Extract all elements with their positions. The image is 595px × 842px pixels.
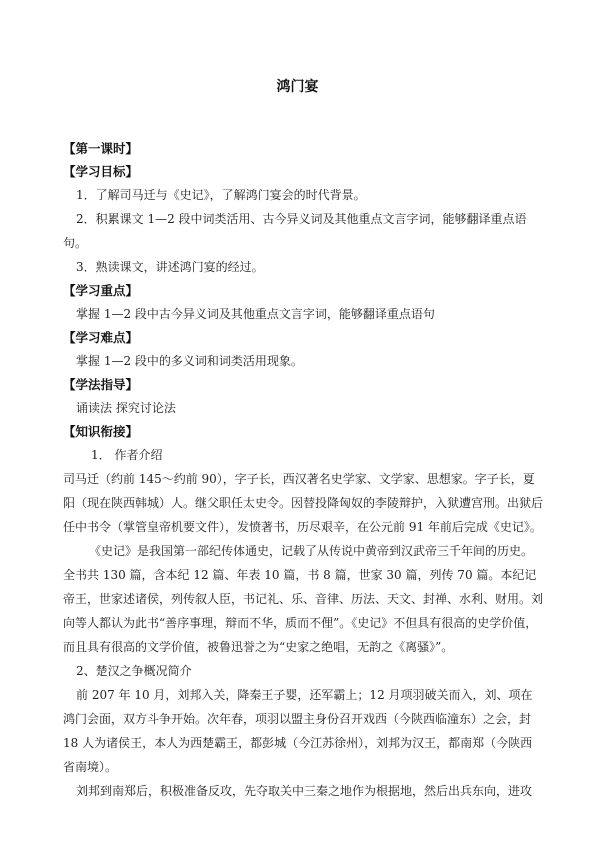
heading-key-points: 【学习重点】 (63, 283, 139, 298)
goal-item-1: 1．了解司马迁与《史记》，了解鸿门宴会的时代背景。 (76, 188, 366, 202)
goal-item-3: 3．熟读课文，讲述鸿门宴的经过。 (76, 260, 264, 274)
heading-difficulties: 【学习难点】 (63, 330, 139, 345)
war-paragraph-2: 刘邦到南郑后，积极准备反攻，先夺取关中三秦之地作为根据地，然后出兵东向，进攻 (76, 784, 533, 798)
page-title: 鸿门宴 (276, 79, 319, 95)
goal-item-2: 2．积累课文 1—2 段中词类活用、古今异义词及其他重点文言字词，能够翻译重点语句。 (63, 212, 527, 250)
heading-knowledge-link: 【知识衔接】 (63, 424, 139, 439)
author-paragraph: 司马迁（约前 145～约前 90），字子长，西汉著名史学家、文学家、思想家。字子长，夏阳（现在陕西韩城）人。继父职任太史令。因替投降匈奴的李陵辩护，入狱遭宫刑。出狱后任中书令（掌管皇帝机要文件），发愤著书，历尽艰辛，在公元前 91 年前后完成《史记》。 (63, 472, 544, 534)
war-heading: 2、楚汉之争概况简介 (76, 664, 192, 678)
war-paragraph-1: 前 207 年 10 月，刘邦入关，降秦王子婴，还军霸上；12 月项羽破关而入，刘、项在鸿门会面，双方斗争开始。次年春，项羽以盟主身份召开戏西（今陕西临潼东）之会，封 18 人为诸侯王，本人为西楚霸王，都彭城（今江苏徐州），刘邦为汉王，都南郑（今陕西省南境）。 (63, 688, 533, 774)
author-heading: 1． 作者介绍 (91, 448, 163, 462)
document-body (63, 137, 543, 803)
heading-first-lesson: 【第一课时】 (63, 141, 139, 156)
method-text: 诵读法 探究讨论法 (76, 401, 176, 415)
shiji-paragraph: 《史记》是我国第一部纪传体通史，记载了从传说中黄帝到汉武帝三千年间的历史。全书共 130 篇，含本纪 12 篇、年表 10 篇，书 8 篇，世家 30 篇，列传 70 篇。本纪记帝王，世家述诸侯，列传叙人臣，书记礼、乐、音律、历法、天文、封禅、水利、财用。刘向等人都认为此书“善序事理，辩而不华，质而不俚”。《史记》不但具有很高的史学价值，而且具有很高的文学价值，被鲁迅誉之为“史家之绝唱，无韵之《离骚》”。 (63, 544, 544, 654)
key-points-text: 掌握 1—2 段中古今异义词及其他重点文言字词，能够翻译重点语句 (76, 307, 435, 321)
heading-method: 【学法指导】 (63, 377, 139, 392)
heading-learning-goals: 【学习目标】 (63, 164, 139, 179)
difficulties-text: 掌握 1—2 段中的多义词和词类活用现象。 (76, 354, 303, 368)
